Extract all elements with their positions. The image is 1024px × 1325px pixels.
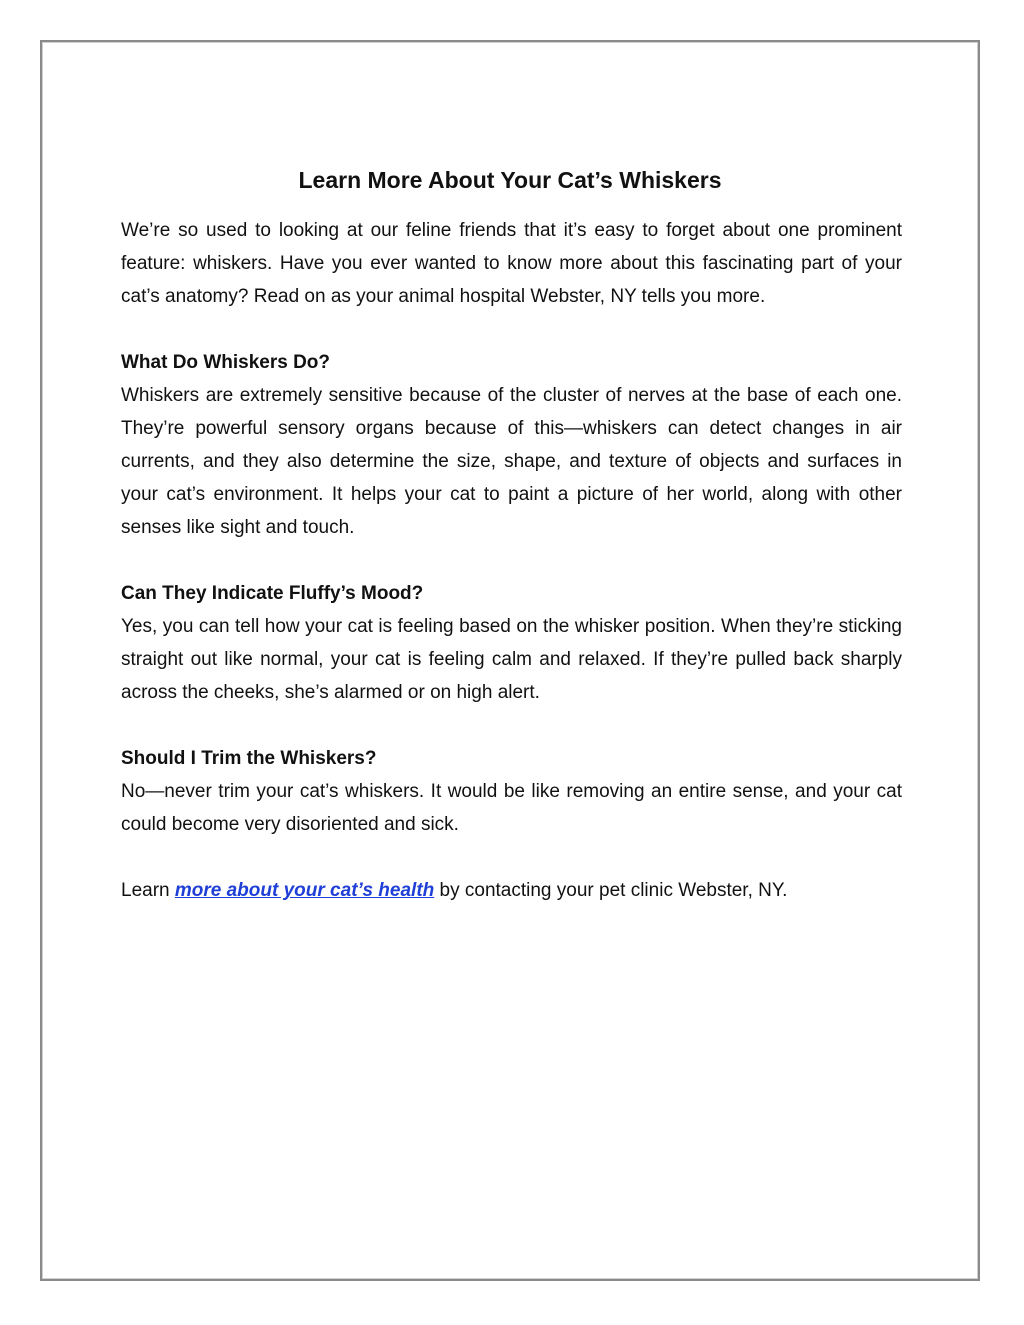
intro-paragraph: We’re so used to looking at our feline friends that it’s easy to forget about one prominent feature: whiskers. Have you ever wanted to know more about this fascinating part of your cat’s anatomy? Read on as your animal hospital Webster, NY tells you more.: [121, 220, 902, 307]
section-body-mood: Yes, you can tell how your cat is feeling based on the whisker position. When they’re sticking straight out like normal, your cat is feeling calm and relaxed. If they’re pulled back sharply across the cheeks, she’s alarmed or on high alert.: [121, 616, 902, 703]
cat-health-link[interactable]: more about your cat’s health: [174, 880, 435, 901]
paragraph-gap: [121, 544, 902, 577]
document-title: Learn More About Your Cat’s Whiskers: [298, 167, 722, 193]
paragraph-gap: [121, 313, 902, 346]
document-body: [121, 214, 902, 907]
paragraph-gap: [121, 709, 902, 742]
section-body-trim: No—never trim your cat’s whiskers. It would be like removing an entire sense, and your cat could become very disoriented and sick.: [121, 781, 902, 835]
section-heading-mood: Can They Indicate Fluffy’s Mood?: [121, 583, 424, 604]
closing-paragraph: [121, 874, 902, 907]
section-body-what-do-whiskers-do: Whiskers are extremely sensitive because of the cluster of nerves at the base of each one. They’re powerful sensory organs because of this—whiskers can detect changes in air currents, and they also determine the size, shape, and texture of objects and surfaces in your cat’s environment. It helps your cat to paint a picture of her world, along with other senses like sight and touch.: [121, 385, 902, 538]
closing-prefix: Learn: [121, 880, 175, 901]
section-heading-what-do-whiskers-do: What Do Whiskers Do?: [121, 352, 331, 373]
paragraph-gap: [121, 841, 902, 874]
closing-suffix: by contacting your pet clinic Webster, NY.: [434, 880, 788, 901]
section-heading-trim: Should I Trim the Whiskers?: [121, 748, 377, 769]
